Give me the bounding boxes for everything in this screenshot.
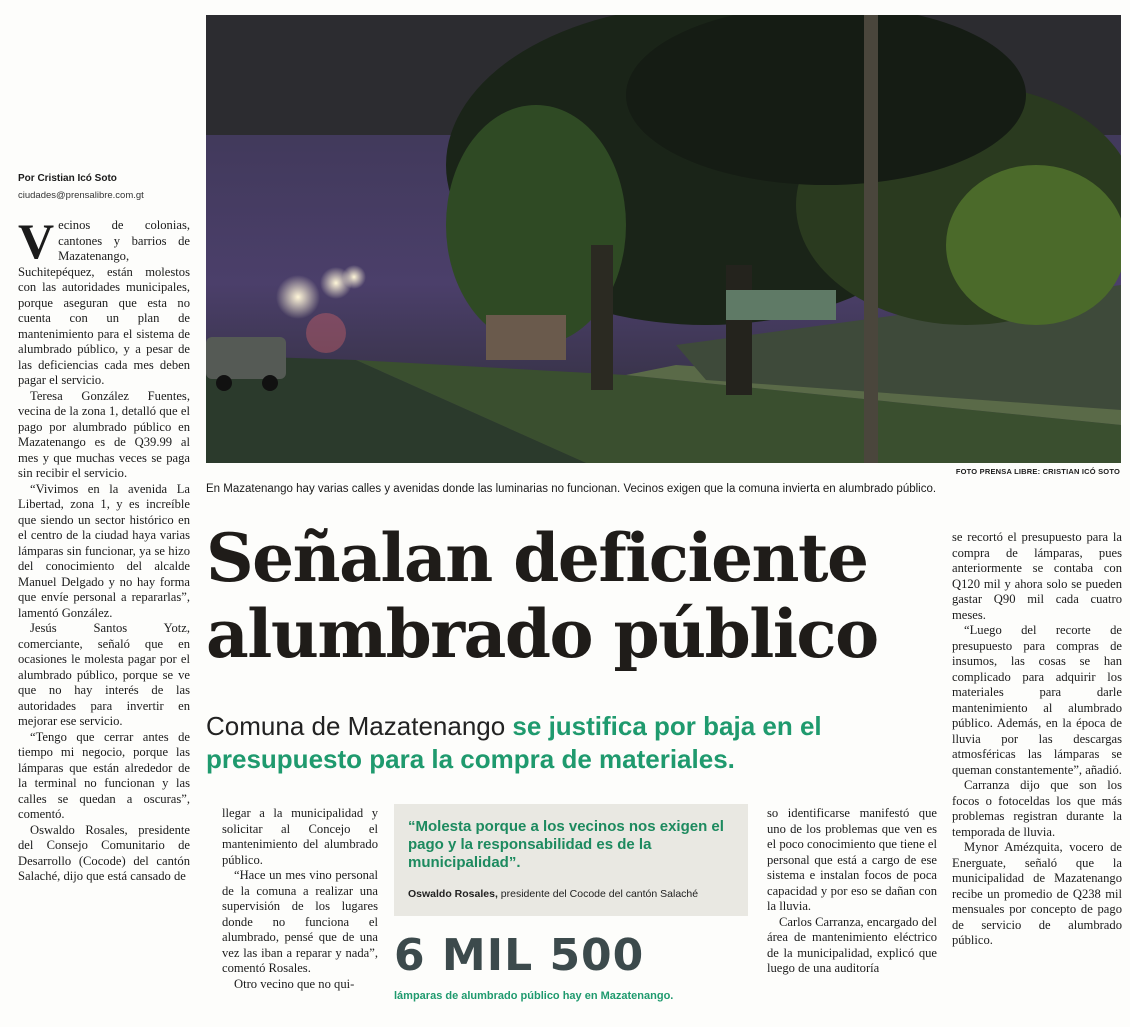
article-paragraph: Jesús Santos Yotz, comerciante, señaló que en ocasiones le molesta pagar por el alumbrado público, porque se ve que no hay interés de las autoridades para invertir en mejorar ese servicio. (18, 621, 190, 728)
author-email: ciudades@prensalibre.com.gt (18, 190, 144, 201)
article-paragraph: Vecinos de colonias, cantones y barrios de Mazatenango, Suchitepéquez, están molestos con las autoridades municipales, porque aseguran que esta no cuenta con un plan de mantenimiento para el sistema de alumbrado público, y a pesar de las deficiencias cada mes deben pagar el servicio. (18, 213, 190, 387)
stat-number: 6 MIL 500 (394, 930, 645, 981)
article-paragraph: Oswaldo Rosales, presidente del Consejo Comunitario de Desarrollo (Cocode) del cantón Salaché, dijo que está cansado de (18, 822, 190, 883)
article-paragraph: llegar a la municipalidad y solicitar al Concejo el mantenimiento del alumbrado público. (222, 806, 378, 867)
article-paragraph: Carlos Carranza, encargado del área de mantenimiento eléctrico de la municipalidad, explicó que luego de una auditoría (767, 914, 937, 975)
article-column-left (18, 213, 190, 885)
drop-cap: V (18, 213, 55, 269)
author-byline: Por Cristian Icó Soto (18, 173, 117, 184)
article-paragraph: se recortó el presupuesto para la compra de lámparas, pues anteriormente se contaba con Q120 mil y ahora solo se pueden gastar Q90 mil cada cuatro meses. (952, 530, 1122, 622)
street-night-photo (206, 15, 1121, 463)
article-paragraph: “Hace un mes vino personal de la comuna a realizar una supervisión de los lugares donde no funciona el alumbrado, pensé que de una vez las iban a reparar y nada”, comentó Rosales. (222, 868, 378, 975)
article-column-third (767, 806, 937, 977)
photo-credit: FOTO PRENSA LIBRE: CRISTIAN ICÓ SOTO (955, 467, 1120, 476)
article-paragraph: Mynor Amézquita, vocero de Energuate, señaló que la municipalidad de Mazatenango recibe un promedio de Q238 mil mensuales por concepto de pago de servicio de alumbrado público. (952, 840, 1122, 947)
article-column-right (952, 530, 1122, 949)
article-column-middle (222, 806, 378, 992)
quote-attribution: Oswaldo Rosales, presidente del Cocode del cantón Salaché (408, 888, 699, 900)
article-headline: Señalan deficiente alumbrado público (206, 519, 878, 673)
article-paragraph: Teresa González Fuentes, vecina de la zona 1, detalló que el pago por alumbrado público en Mazatenango es de Q39.99 al mes y que muchas veces se paga sin recibir el servicio. (18, 388, 190, 480)
article-paragraph: Otro vecino que no qui- (234, 976, 355, 991)
article-subhead: Comuna de Mazatenango se justifica por baja en el presupuesto para la compra de materiales. (206, 711, 822, 774)
article-paragraph: “Tengo que cerrar antes de tiempo mi negocio, porque las lámparas que están alrededor de la terminal no funcionan y las calles se quedan a oscuras”, comentó. (18, 729, 190, 821)
article-paragraph: “Luego del recorte de presupuesto para compras de insumos, las cosas se han complicado para adquirir los materiales para darle mantenimiento al alumbrado público. Además, en la época de lluvia por las descargas atmosféricas las lámparas se queman constantemente”, añadió. (952, 623, 1122, 777)
article-paragraph: “Vivimos en la avenida La Libertad, zona 1, y es increíble que siendo un sector histórico en el centro de la ciudad haya varias lámparas sin funcionar, ya se hizo del conocimiento del alcalde Manuel Delgado y no hay forma que envíe personal a repararlas”, lamentó González. (18, 481, 190, 620)
stat-caption: lámparas de alumbrado público hay en Mazatenango. (394, 990, 674, 1002)
article-paragraph: Carranza dijo que son los focos o fotoceldas los que más problemas registran durante la temporada de lluvia. (952, 778, 1122, 839)
photo-caption: En Mazatenango hay varias calles y avenidas donde las luminarias no funcionan. Vecinos exigen que la comuna invierta en alumbrado público. (206, 483, 937, 495)
article-paragraph: so identificarse manifestó que uno de los problemas que ven es el poco conocimiento que tiene el personal que está a cargo de ese sistema e instalan focos de poca capacidad y por eso se dañan con la lluvia. (767, 806, 937, 913)
pull-quote: “Molesta porque a los vecinos nos exigen el pago y la responsabilidad es de la municipalidad”. (408, 818, 724, 871)
pull-quote-box (394, 804, 748, 916)
